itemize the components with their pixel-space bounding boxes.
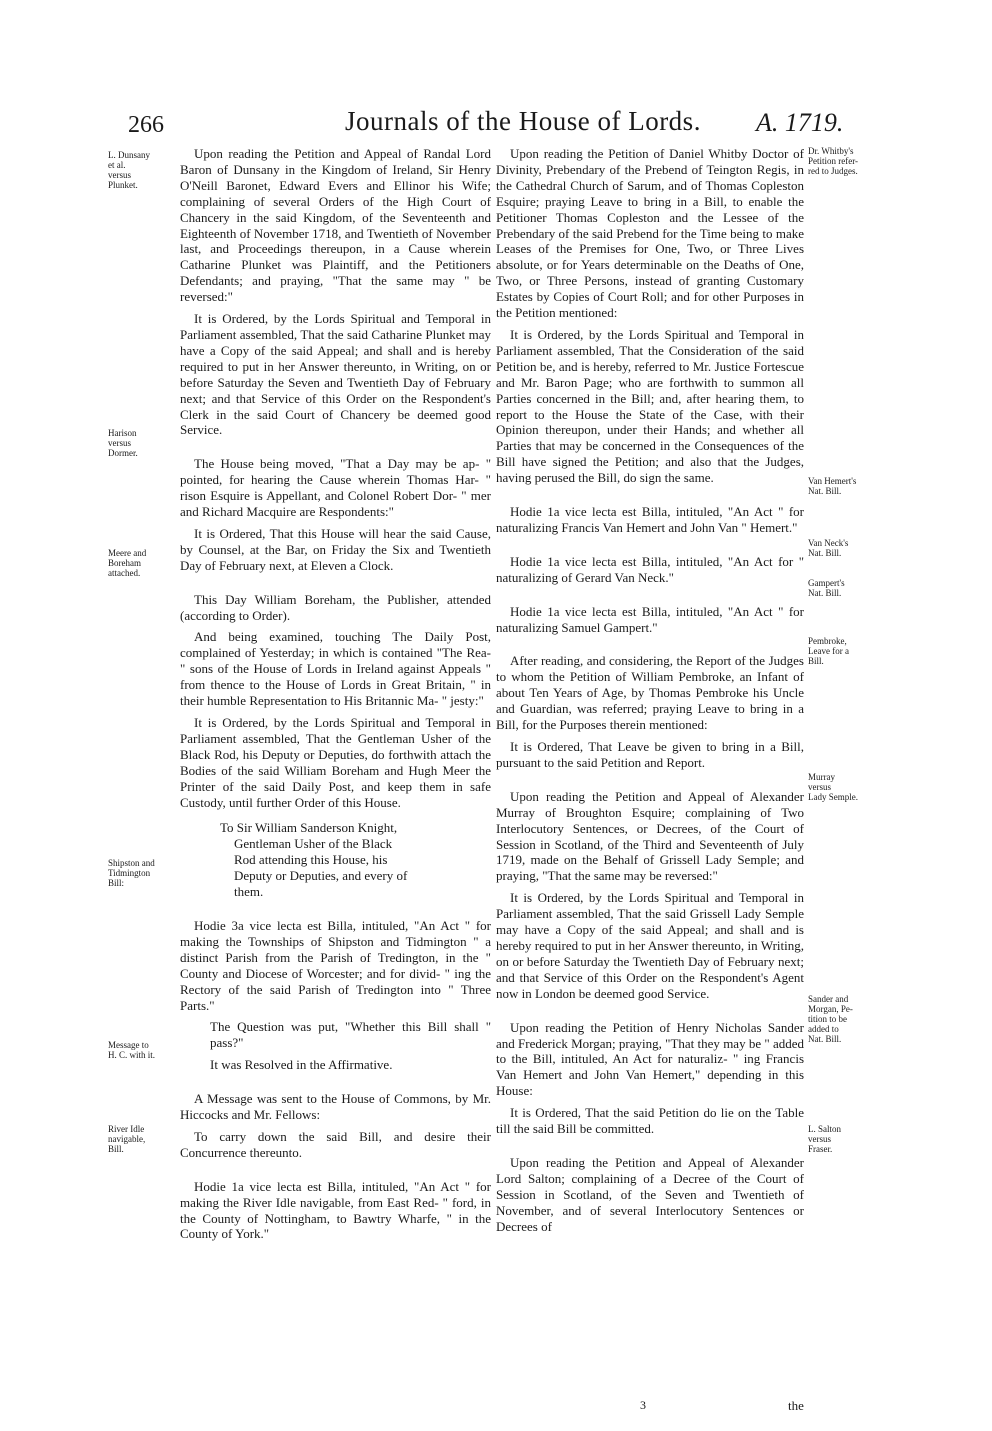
margin-note: Harison versus Dormer. [108,428,138,458]
paragraph: After reading, and considering, the Report of the Judges to whom the Petition of William Pembroke, an Infant of about Ten Years of Age, by Thomas Pembroke his Uncle and Guardian, was referred; praying Leave to bring in a Bill, for the Purposes therein mentioned: [496,653,804,733]
margin-note: River Idle navigable, Bill. [108,1124,146,1154]
paragraph: And being examined, touching The Daily Post, complained of Yesterday; in which is contained "The Rea- " sons of the House of Lords in Ireland against Appeals " from thence to the House of Lords in Great Britain, " in their humble Representation to His Britannic Ma- " jesty:" [180,629,491,709]
paragraph: It is Ordered, That this House will hear the said Cause, by Counsel, at the Bar, on Friday the Six and Twentieth Day of February next, at Eleven a Clock. [180,525,491,573]
margin-note: Sander and Morgan, Pe- tition to be added to Nat. Bill. [808,994,853,1044]
paragraph: Hodie 1a vice lecta est Billa, intituled, "An Act " for making the River Idle navigable, from East Red- " ford, in the County of Nottingham, to Bawtry Wharfe, " in the County of York." [180,1178,491,1242]
right-column [496,146,804,1240]
paragraph: Upon reading the Petition and Appeal of Alexander Lord Salton; complaining of a Decree of the Court of Session in Scotland, of the Seven and Twentieth of November, and of several Interlocutory Sentences or Decrees of [496,1154,804,1234]
paragraph: Hodie 1a vice lecta est Billa, intituled, "An Act " for naturalizing Francis Van Hemert and John Van " Hemert." [496,504,804,535]
paragraph: Upon reading the Petition of Henry Nicholas Sander and Frederick Morgan; praying, "That they may be " added to the Bill, intituled, An Act for naturaliz- " ing Francis Van Hemert and John Van Hemert," depending in this House: [496,1019,804,1099]
page-number: 266 [128,112,164,138]
left-column [180,146,491,1248]
page-header [0,106,992,142]
margin-note: Van Neck's Nat. Bill. [808,538,849,558]
paragraph: It is Ordered, by the Lords Spiritual and Temporal in Parliament assembled, That the said Grissell Lady Semple may have a Copy of the said Appeal; and shall and is hereby required to put in her Answer thereunto, in Writing, on or before Saturday the Twentieth Day of February next; and that Service of this Order on the Respondent's Agent now in London be deemed good Service. [496,890,804,1001]
margin-note: L. Salton versus Fraser. [808,1124,841,1154]
margin-note: Gampert's Nat. Bill. [808,578,845,598]
running-title: Journals of the House of Lords. [345,106,701,136]
paragraph: It is Ordered, That Leave be given to bring in a Bill, pursuant to the said Petition and Report. [496,739,804,770]
paragraph: A Message was sent to the House of Commons, by Mr. Hiccocks and Mr. Fellows: [180,1091,491,1123]
paragraph: Upon reading the Petition of Daniel Whitby Doctor of Divinity, Prebendary of the Prebend of Teington Regis, in the Cathedral Church of Sarum, and of Thomas Copleston Esquire; praying Leave to bring in a Bill, to enable the Petitioner Thomas Copleston and the Lessee of the Prebendary of the said Prebend for the Time being to make Leases of the Premises for One, Two, or Three Lives absolute, or for Years determinable on the Deaths of One, Two, or Three Persons, instead of granting Customary Estates by Copies of Court Roll; and for other Purposes in the Petition mentioned: [496,146,804,321]
margin-note: Murray versus Lady Semple. [808,772,858,802]
paragraph: It is Ordered, by the Lords Spiritual and Temporal in Parliament assembled, That the Consideration of the said Petition be, and is hereby, referred to Mr. Justice Fortescue and Mr. Baron Page; who are forthwith to summon all Parties concerned in the Bill; and, after hearing them, to report to the House the State of the Case, with their Opinion thereupon, under their Hands; and whether all Parties that may be concerned in the Consequences of the Bill have signed the Petition; and also that the Judges, having perused the Bill, do sign the same. [496,326,804,486]
paragraph: The Question was put, "Whether this Bill shall " pass?" [210,1019,491,1051]
margin-note: Van Hemert's Nat. Bill. [808,476,857,496]
margin-note: Meere and Boreham attached. [108,548,147,578]
margin-note: Shipston and Tidmington Bill: [108,858,155,888]
paragraph: Hodie 1a vice lecta est Billa, intituled, "An Act " for naturalizing Samuel Gampert." [496,603,804,635]
paragraph: Upon reading the Petition and Appeal of Randal Lord Baron of Dunsany in the Kingdom of Ireland, Sir Henry O'Neill Baronet, Edward Evers and Ellinor his Wife; complaining of several Orders of the High Court of Chancery in the said Kingdom, of the Seventeenth and Eighteenth of November 1718, and Twentieth of November last, and Proceedings thereupon, in a Cause wherein Catharine Plunket was Plaintiff, and the Petitioners Defendants; and praying, "That the same may " be reversed:" [180,146,491,305]
paragraph: It is Ordered, by the Lords Spiritual and Temporal in Parliament assembled, That the Gentleman Usher of the Black Rod, his Deputy or Deputies, do forthwith attach the Bodies of the said William Boreham and Hugh Meer the Printer of the said Daily Post, and keep them in safe Custody, until further Order of this House. [180,715,491,810]
address-block: To Sir William Sanderson Knight, Gentleman Usher of the Black Rod attending this House, his Deputy or Deputies, and every of them. [220,820,408,900]
margin-note: Message to H. C. with it. [108,1040,156,1060]
paragraph: It is Ordered, That the said Petition do lie on the Table till the said Bill be committed. [496,1105,804,1137]
signature-mark: 3 [640,1398,646,1412]
paragraph: This Day William Boreham, the Publisher, attended (according to Order). [180,591,491,623]
margin-note: L. Dunsany et al. versus Plunket. [108,150,150,190]
year: A. 1719. [756,108,844,137]
paragraph: The House being moved, "That a Day may be ap- " pointed, for hearing the Cause wherein Thomas Har- " rison Esquire is Appellant, and Colonel Robert Dor- " mer and Richard Macquire are Respondents:" [180,456,491,520]
paragraph: Hodie 1a vice lecta est Billa, intituled, "An Act for " naturalizing of Gerard Van Neck." [496,553,804,585]
paragraph: It was Resolved in the Affirmative. [210,1057,393,1073]
paragraph: To carry down the said Bill, and desire their Concurrence thereunto. [180,1128,491,1160]
paragraph: Upon reading the Petition and Appeal of Alexander Murray of Broughton Esquire; complaining of Two Interlocutory Sentences, or Decrees, of the Court of Session in Scotland, of the Third and Seventeenth of July 1719, made on the Behalf of Grissell Lady Semple; and praying, "That the same may be reversed:" [496,788,804,884]
catchword: the [788,1398,804,1413]
margin-note: Pembroke, Leave for a Bill. [808,636,849,666]
margin-note: Dr. Whitby's Petition refer- red to Judges. [808,146,859,176]
paragraph: Hodie 3a vice lecta est Billa, intituled, "An Act " for making the Townships of Shipston and Tidmington " a distinct Parish from the Parish of Tredington, in the " County and Diocese of Worcester; and for divid- " ing the Rectory of the said Parish of Tredington into " Three Parts." [180,917,491,1013]
paragraph: It is Ordered, by the Lords Spiritual and Temporal in Parliament assembled, That the said Catharine Plunket may have a Copy of the said Appeal; and shall and is hereby required to put in her Answer thereunto, in Writing, on or before Saturday the Seven and Twentieth Day of February next; and that Service of this Order on the Respondent's Clerk in the said Court of Chancery be deemed good Service. [180,311,491,438]
